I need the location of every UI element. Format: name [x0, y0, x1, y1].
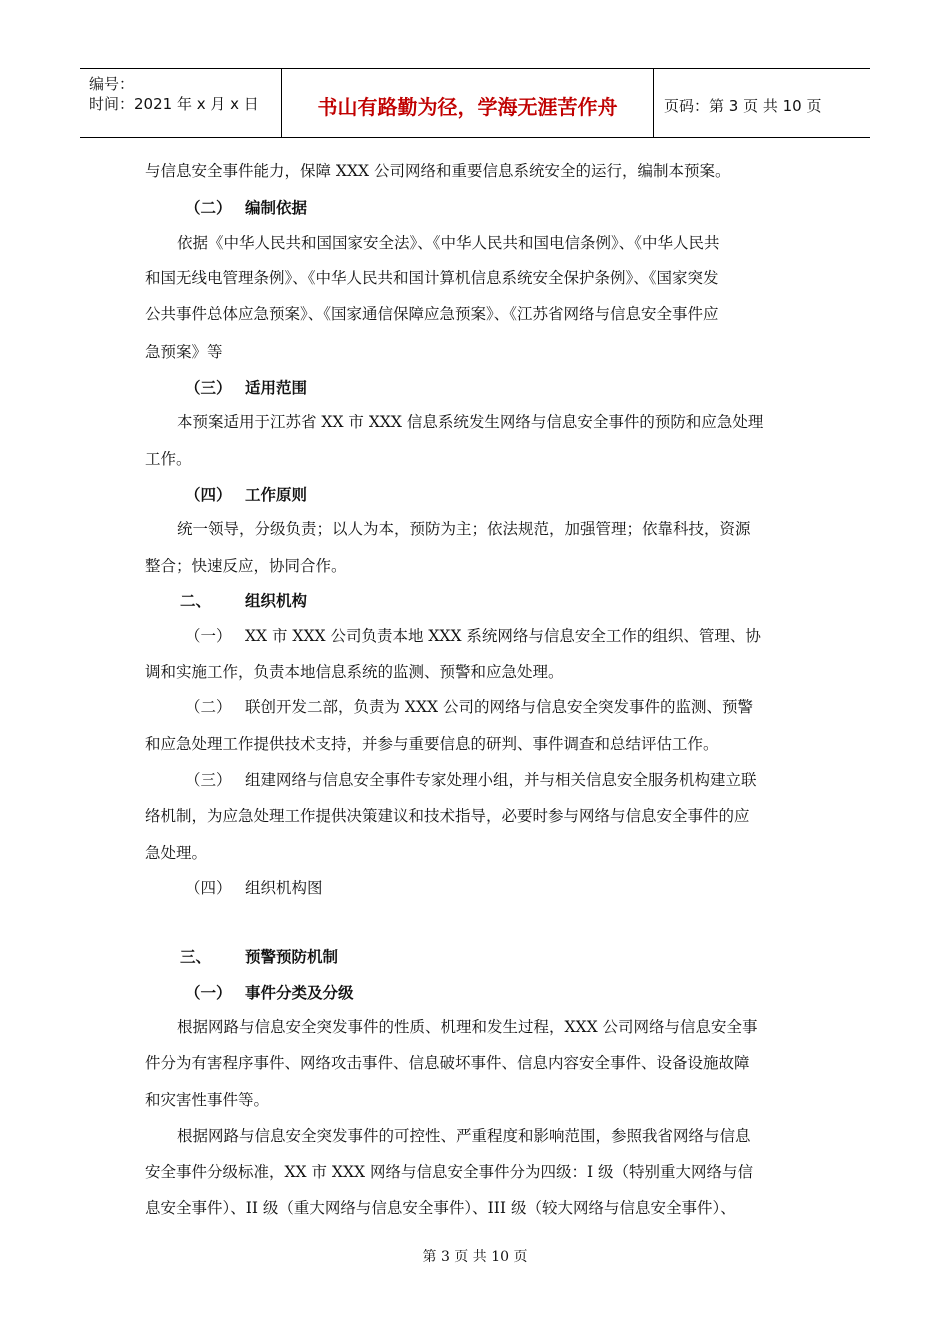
section-number: （一）	[185, 983, 232, 1002]
page-footer: 第 3 页 共 10 页	[422, 1249, 528, 1265]
paragraph-line: 与信息安全事件能力，保障 XXX 公司网络和重要信息系统安全的运行，编制本预案。	[145, 162, 731, 180]
paragraph-line: 调和实施工作，负责本地信息系统的监测、预警和应急处理。	[145, 663, 564, 681]
paragraph-line: 工作。	[145, 450, 192, 468]
paragraph-line: 公共事件总体应急预案》、《国家通信保障应急预案》、《江苏省网络与信息安全事件应	[145, 305, 719, 323]
chapter-heading: 预警预防机制	[245, 947, 339, 966]
paragraph-line: 根据网路与信息安全突发事件的性质、机理和发生过程，XXX 公司网络与信息安全事	[177, 1018, 758, 1036]
paragraph-line: 组织机构图	[245, 879, 323, 897]
section-heading: 事件分类及分级	[245, 983, 354, 1002]
section-number: （四）	[185, 485, 232, 504]
paragraph-line: 和应急处理工作提供技术支持，并参与重要信息的研判、事件调查和总结评估工作。	[145, 735, 719, 753]
header-motto: 书山有路勤为径，学海无涯苦作舟	[282, 69, 654, 137]
chapter-number: 三、	[180, 947, 212, 966]
paragraph-line: 根据网路与信息安全突发事件的可控性、严重程度和影响范围，参照我省网络与信息	[177, 1127, 751, 1145]
paragraph-line: 依据《中华人民共和国国家安全法》、《中华人民共和国电信条例》、《中华人民共	[177, 234, 720, 252]
chapter-number: 二、	[180, 591, 212, 610]
section-heading: 编制依据	[245, 198, 308, 217]
item-number: （二）	[185, 698, 232, 716]
chapter-heading: 组织机构	[245, 591, 308, 610]
item-number: （一）	[185, 627, 232, 645]
paragraph-line: 急处理。	[145, 844, 208, 862]
page-header	[80, 68, 870, 138]
paragraph-line: 息安全事件）、II 级（重大网络与信息安全事件）、III 级（较大网络与信息安全事件）、	[145, 1199, 736, 1217]
section-number: （三）	[185, 378, 232, 397]
header-meta-cell	[80, 69, 282, 137]
paragraph-line: 和灾害性事件等。	[145, 1091, 270, 1109]
section-heading: 适用范围	[245, 378, 308, 397]
paragraph-line: 本预案适用于江苏省 XX 市 XXX 信息系统发生网络与信息安全事件的预防和应急处理	[177, 413, 764, 431]
paragraph-line: 件分为有害程序事件、网络攻击事件、信息破坏事件、信息内容安全事件、设备设施故障	[145, 1054, 750, 1072]
item-number: （四）	[185, 879, 232, 897]
section-number: （二）	[185, 198, 232, 217]
paragraph-line: 整合；快速反应，协同合作。	[145, 557, 347, 575]
paragraph-line: 联创开发二部，负责为 XXX 公司的网络与信息安全突发事件的监测、预警	[245, 698, 753, 716]
paragraph-line: 和国无线电管理条例》、《中华人民共和国计算机信息系统安全保护条例》、《国家突发	[145, 269, 719, 287]
document-number: 编号：	[89, 75, 135, 93]
paragraph-line: 安全事件分级标准，XX 市 XXX 网络与信息安全事件分为四级：I 级（特别重大网络与信	[145, 1163, 754, 1181]
paragraph-line: 急预案》等	[145, 343, 223, 361]
paragraph-line: 组建网络与信息安全事件专家处理小组，并与相关信息安全服务机构建立联	[245, 771, 757, 789]
header-page-info: 页码：第 3 页 共 10 页	[664, 96, 822, 115]
paragraph-line: 统一领导，分级负责；以人为本，预防为主；依法规范，加强管理；依靠科技，资源	[177, 520, 751, 538]
document-date: 时间：2021 年 x 月 x 日	[89, 95, 259, 113]
paragraph-line: XX 市 XXX 公司负责本地 XXX 系统网络与信息安全工作的组织、管理、协	[245, 627, 761, 645]
section-heading: 工作原则	[245, 485, 308, 504]
paragraph-line: 络机制，为应急处理工作提供决策建议和技术指导，必要时参与网络与信息安全事件的应	[145, 807, 750, 825]
item-number: （三）	[185, 771, 232, 789]
